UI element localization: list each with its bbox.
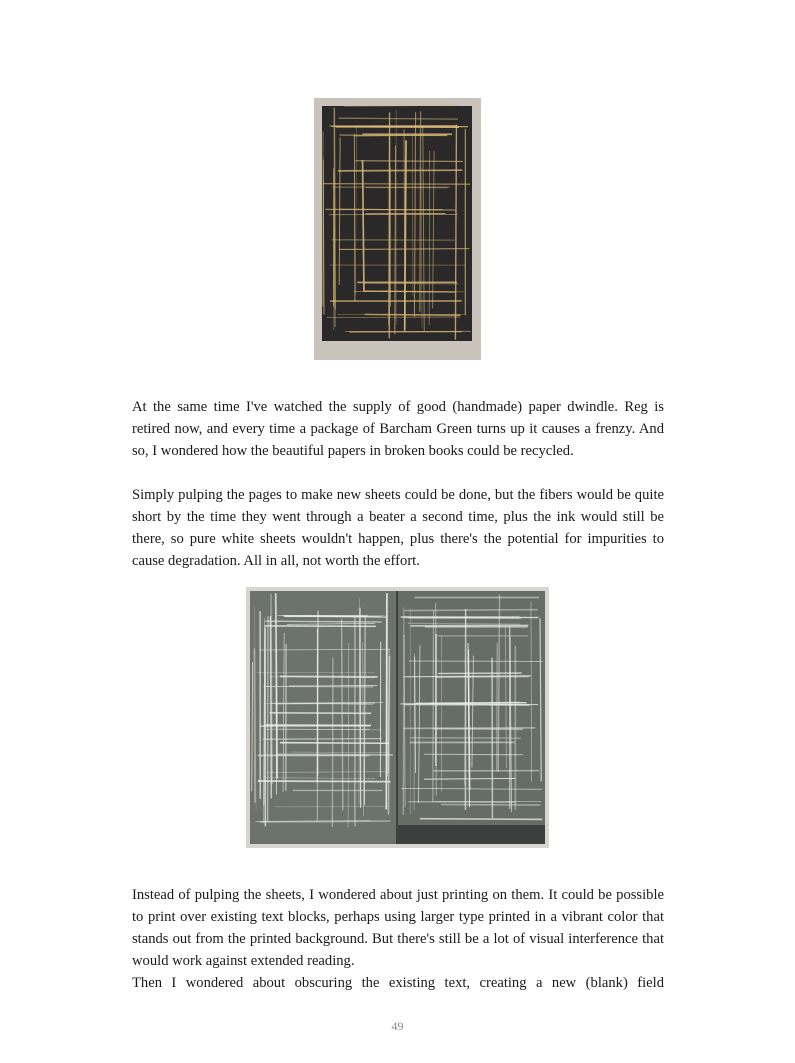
paragraph-3: Instead of pulping the sheets, I wondered about just printing on them. It could be possible to print over existing text blocks, perhaps using larger type printed in a vibrant color that stands out from the printed background. But there's still be a lot of visual interference that would work against extended reading. [132, 887, 664, 969]
paragraph-2: Simply pulping the pages to make new sheets could be done, but the fibers would be quite short by the time they went through a beater a second time, plus the ink would still be there, so pure white sheets wouldn't happen, plus there's the potential for impurities to cause degradation. All in all, not worth the effort. [132, 487, 664, 569]
paragraph-1: At the same time I've watched the supply of good (handmade) paper dwindle. Reg is retired now, and every time a package of Barcham Green turns up it causes a frenzy. And so, I wondered how the beautiful papers in broken books could be recycled. [132, 399, 664, 459]
gold-grid-paper-cover-image [314, 98, 481, 360]
paragraph-4: Then I wondered about obscuring the existing text, creating a new (blank) field [132, 975, 664, 991]
page-number: 49 [391, 1019, 404, 1033]
silver-grid-open-book-image [246, 587, 549, 848]
